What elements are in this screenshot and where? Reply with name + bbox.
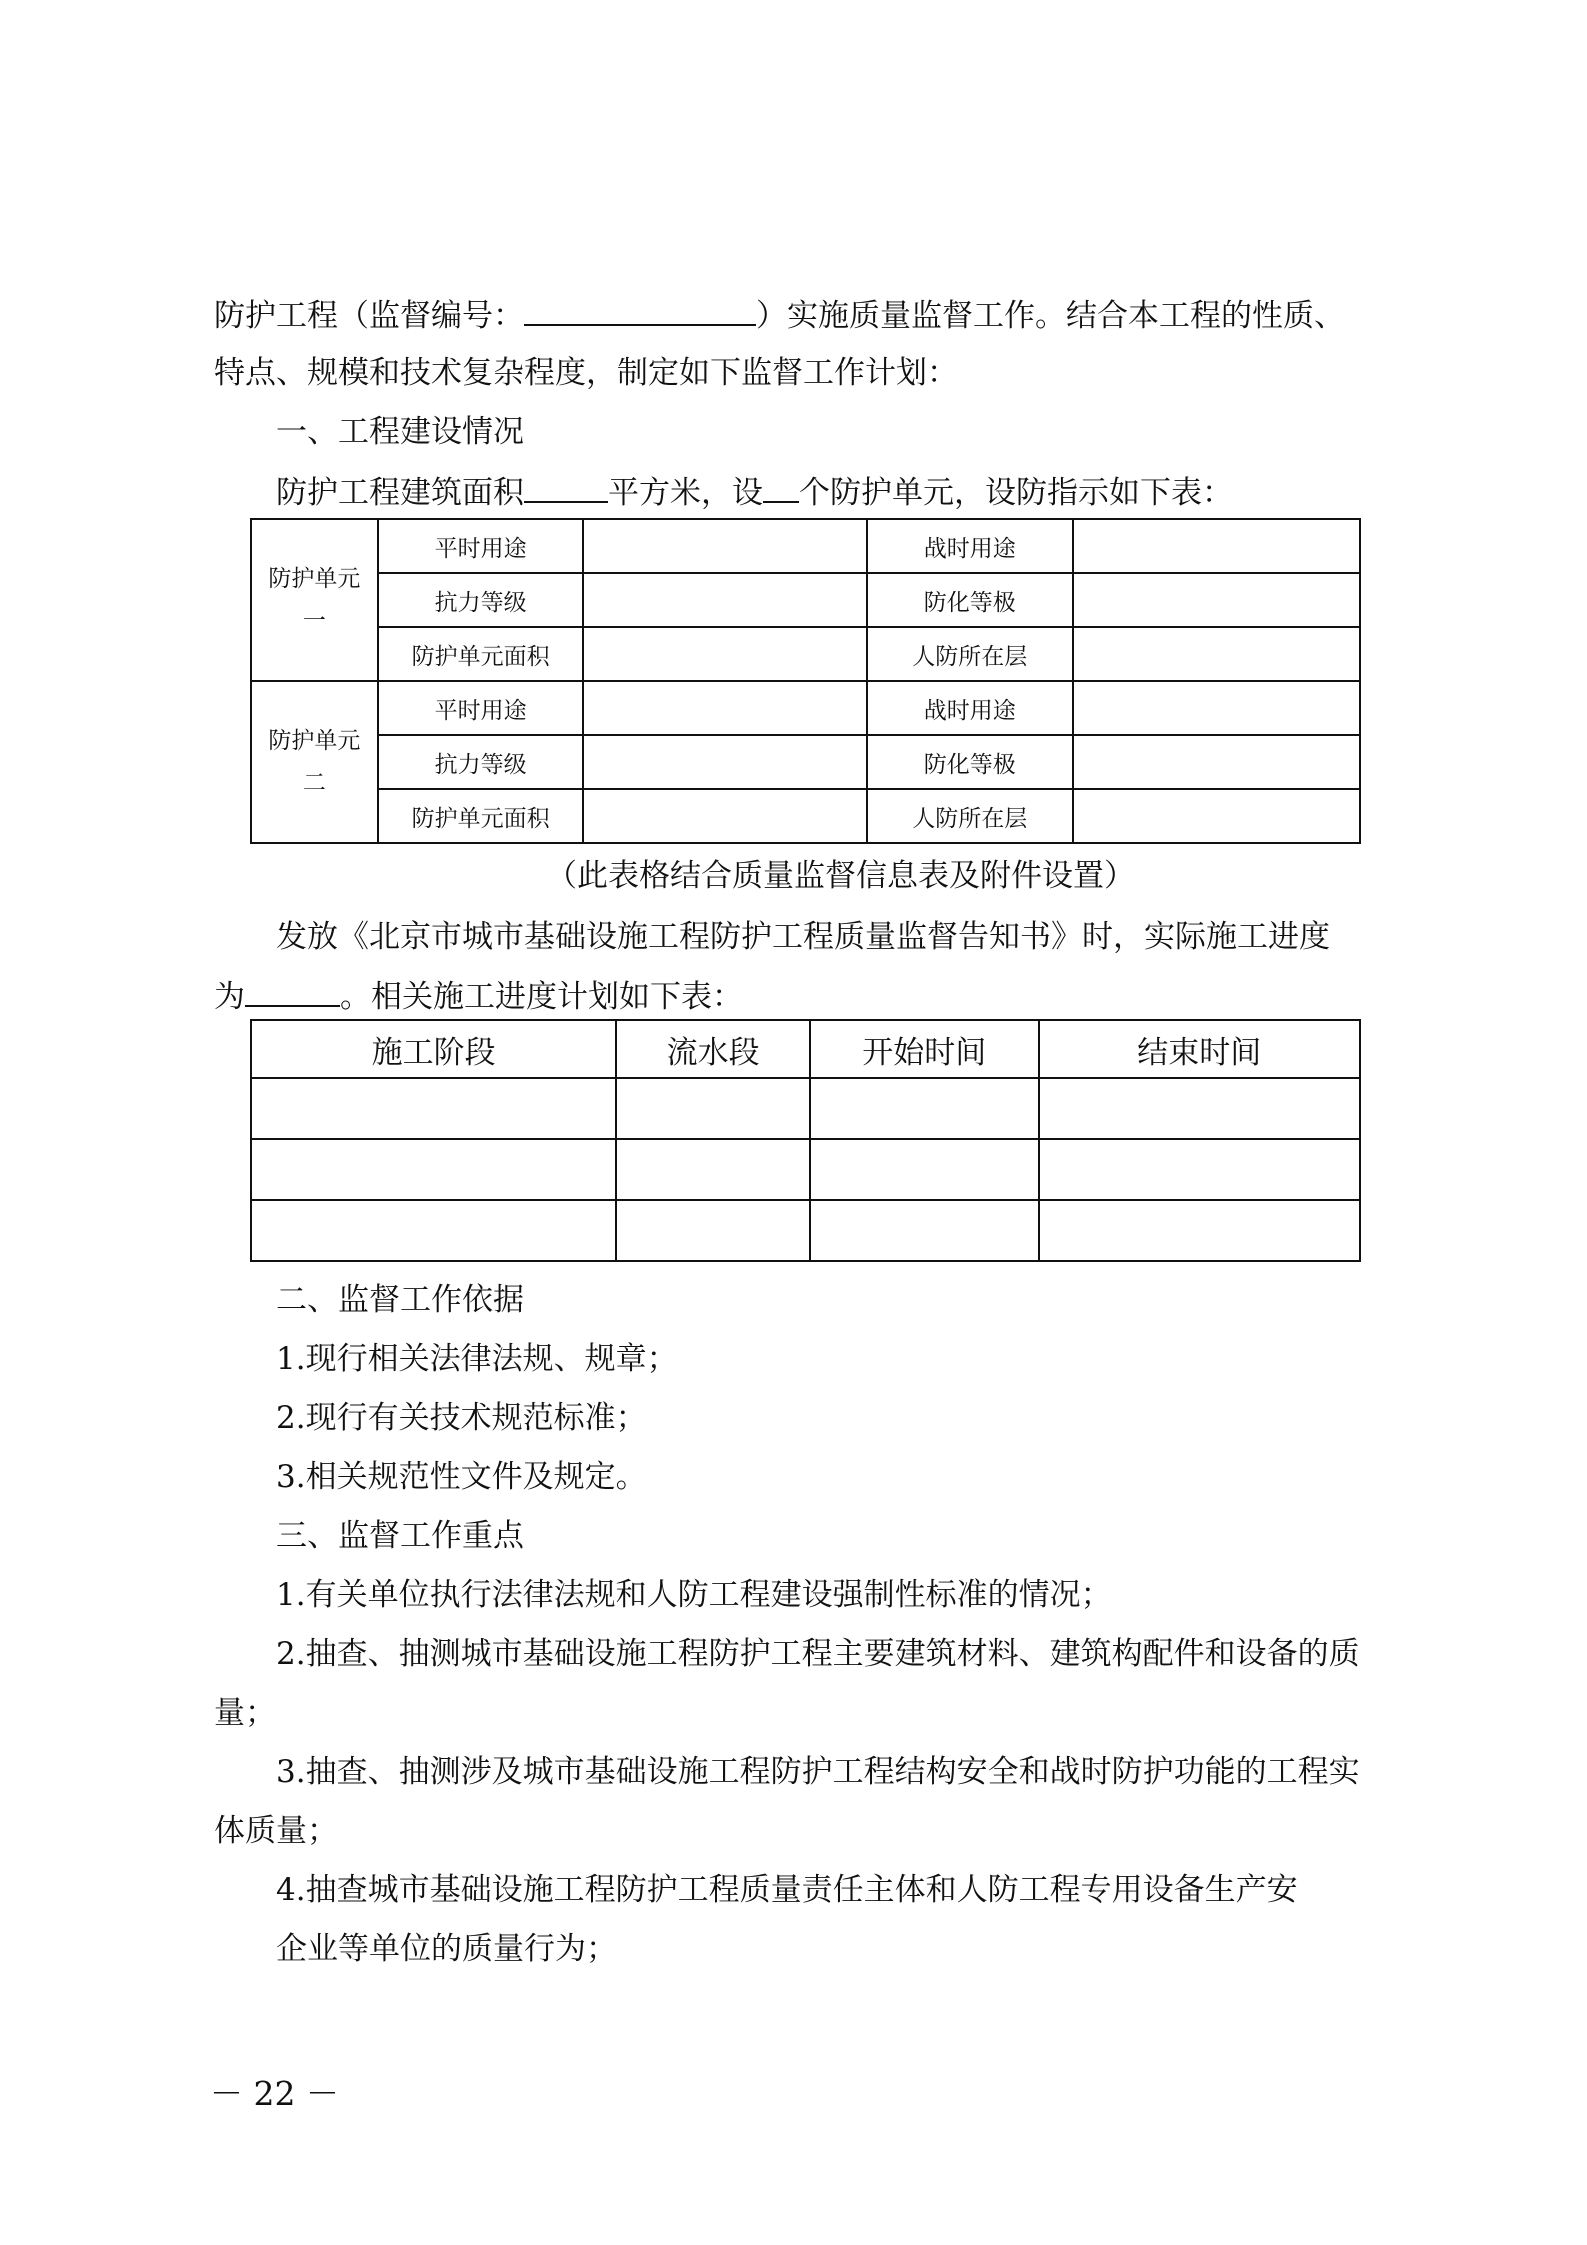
progress-intro-a: 为 <box>214 979 245 1015</box>
value-cell <box>1073 735 1360 789</box>
intro-line-2: 特点、规模和技术复杂程度，制定如下监督工作计划： <box>214 355 958 391</box>
header-stage: 施工阶段 <box>251 1020 616 1078</box>
row-label: 人防所在层 <box>867 789 1073 843</box>
row-label: 防化等极 <box>867 573 1073 627</box>
empty-cell <box>616 1200 810 1261</box>
empty-cell <box>1039 1139 1360 1200</box>
section3-item-3-line-2: 体质量； <box>214 1813 338 1849</box>
unit-count-blank <box>763 471 799 503</box>
table-row <box>251 1139 1360 1200</box>
intro-text-a: 防护工程（监督编号： <box>214 298 524 334</box>
value-cell <box>583 789 866 843</box>
construction-progress-table <box>250 1019 1361 1262</box>
table-row <box>251 519 1360 573</box>
table-caption: （此表格结合质量监督信息表及附件设置） <box>546 858 1135 894</box>
empty-cell <box>616 1078 810 1139</box>
section2-item-2: 2.现行有关技术规范标准； <box>276 1400 647 1436</box>
value-cell <box>583 735 866 789</box>
value-cell <box>1073 789 1360 843</box>
section1-intro <box>276 471 1233 513</box>
table-row <box>251 627 1360 681</box>
section2-heading: 二、监督工作依据 <box>276 1282 524 1318</box>
page-number: － 22 － <box>210 2074 339 2113</box>
table-row <box>251 789 1360 843</box>
empty-cell <box>810 1078 1039 1139</box>
value-cell <box>583 519 866 573</box>
empty-cell <box>810 1139 1039 1200</box>
empty-cell <box>1039 1200 1360 1261</box>
empty-cell <box>251 1078 616 1139</box>
unit-name-cell: 防护单元 二 <box>251 681 378 843</box>
row-label: 战时用途 <box>867 519 1073 573</box>
unit-name-cell: 防护单元 一 <box>251 519 378 681</box>
section1-intro-a: 防护工程建筑面积 <box>276 475 524 511</box>
section3-item-4-line-2: 企业等单位的质量行为； <box>276 1931 617 1967</box>
section1-intro-b: 平方米，设 <box>608 475 763 511</box>
row-label: 防护单元面积 <box>378 789 584 843</box>
section2-item-3: 3.相关规范性文件及规定。 <box>276 1459 647 1495</box>
supervision-number-blank <box>524 294 756 326</box>
area-blank <box>524 471 608 503</box>
value-cell <box>1073 627 1360 681</box>
row-label: 人防所在层 <box>867 627 1073 681</box>
progress-blank <box>245 975 340 1007</box>
empty-cell <box>810 1200 1039 1261</box>
row-label: 防护单元面积 <box>378 627 584 681</box>
section3-heading: 三、监督工作重点 <box>276 1518 524 1554</box>
row-label: 平时用途 <box>378 519 584 573</box>
section3-item-1: 1.有关单位执行法律法规和人防工程建设强制性标准的情况； <box>276 1577 1112 1613</box>
empty-cell <box>251 1139 616 1200</box>
intro-text-b: ）实施质量监督工作。结合本工程的性质、 <box>756 298 1345 334</box>
table-row <box>251 573 1360 627</box>
intro-line-1 <box>214 294 1345 336</box>
section3-item-4-line-1: 4.抽查城市基础设施工程防护工程质量责任主体和人防工程专用设备生产安 <box>276 1872 1298 1908</box>
progress-intro-line-2 <box>214 975 743 1017</box>
progress-intro-b: 。相关施工进度计划如下表： <box>340 979 743 1015</box>
section3-item-3-line-1: 3.抽查、抽测涉及城市基础设施工程防护工程结构安全和战时防护功能的工程实 <box>276 1754 1360 1790</box>
header-end: 结束时间 <box>1039 1020 1360 1078</box>
row-label: 平时用途 <box>378 681 584 735</box>
section3-item-2-line-2: 量； <box>214 1695 276 1731</box>
empty-cell <box>616 1139 810 1200</box>
section1-heading: 一、工程建设情况 <box>276 414 524 450</box>
table-row <box>251 681 1360 735</box>
section1-intro-c: 个防护单元，设防指示如下表： <box>799 475 1233 511</box>
row-label: 抗力等级 <box>378 573 584 627</box>
table-row <box>251 1078 1360 1139</box>
table-header-row <box>251 1020 1360 1078</box>
table-row <box>251 1200 1360 1261</box>
row-label: 抗力等级 <box>378 735 584 789</box>
header-start: 开始时间 <box>810 1020 1039 1078</box>
row-label: 战时用途 <box>867 681 1073 735</box>
header-section: 流水段 <box>616 1020 810 1078</box>
value-cell <box>583 627 866 681</box>
row-label: 防化等极 <box>867 735 1073 789</box>
protective-unit-table <box>250 518 1361 844</box>
value-cell <box>1073 681 1360 735</box>
empty-cell <box>1039 1078 1360 1139</box>
section3-item-2-line-1: 2.抽查、抽测城市基础设施工程防护工程主要建筑材料、建筑构配件和设备的质 <box>276 1636 1360 1672</box>
value-cell <box>583 681 866 735</box>
value-cell <box>583 573 866 627</box>
value-cell <box>1073 519 1360 573</box>
progress-intro-line-1: 发放《北京市城市基础设施工程防护工程质量监督告知书》时，实际施工进度 <box>276 919 1330 955</box>
table-row <box>251 735 1360 789</box>
empty-cell <box>251 1200 616 1261</box>
section2-item-1: 1.现行相关法律法规、规章； <box>276 1341 678 1377</box>
value-cell <box>1073 573 1360 627</box>
